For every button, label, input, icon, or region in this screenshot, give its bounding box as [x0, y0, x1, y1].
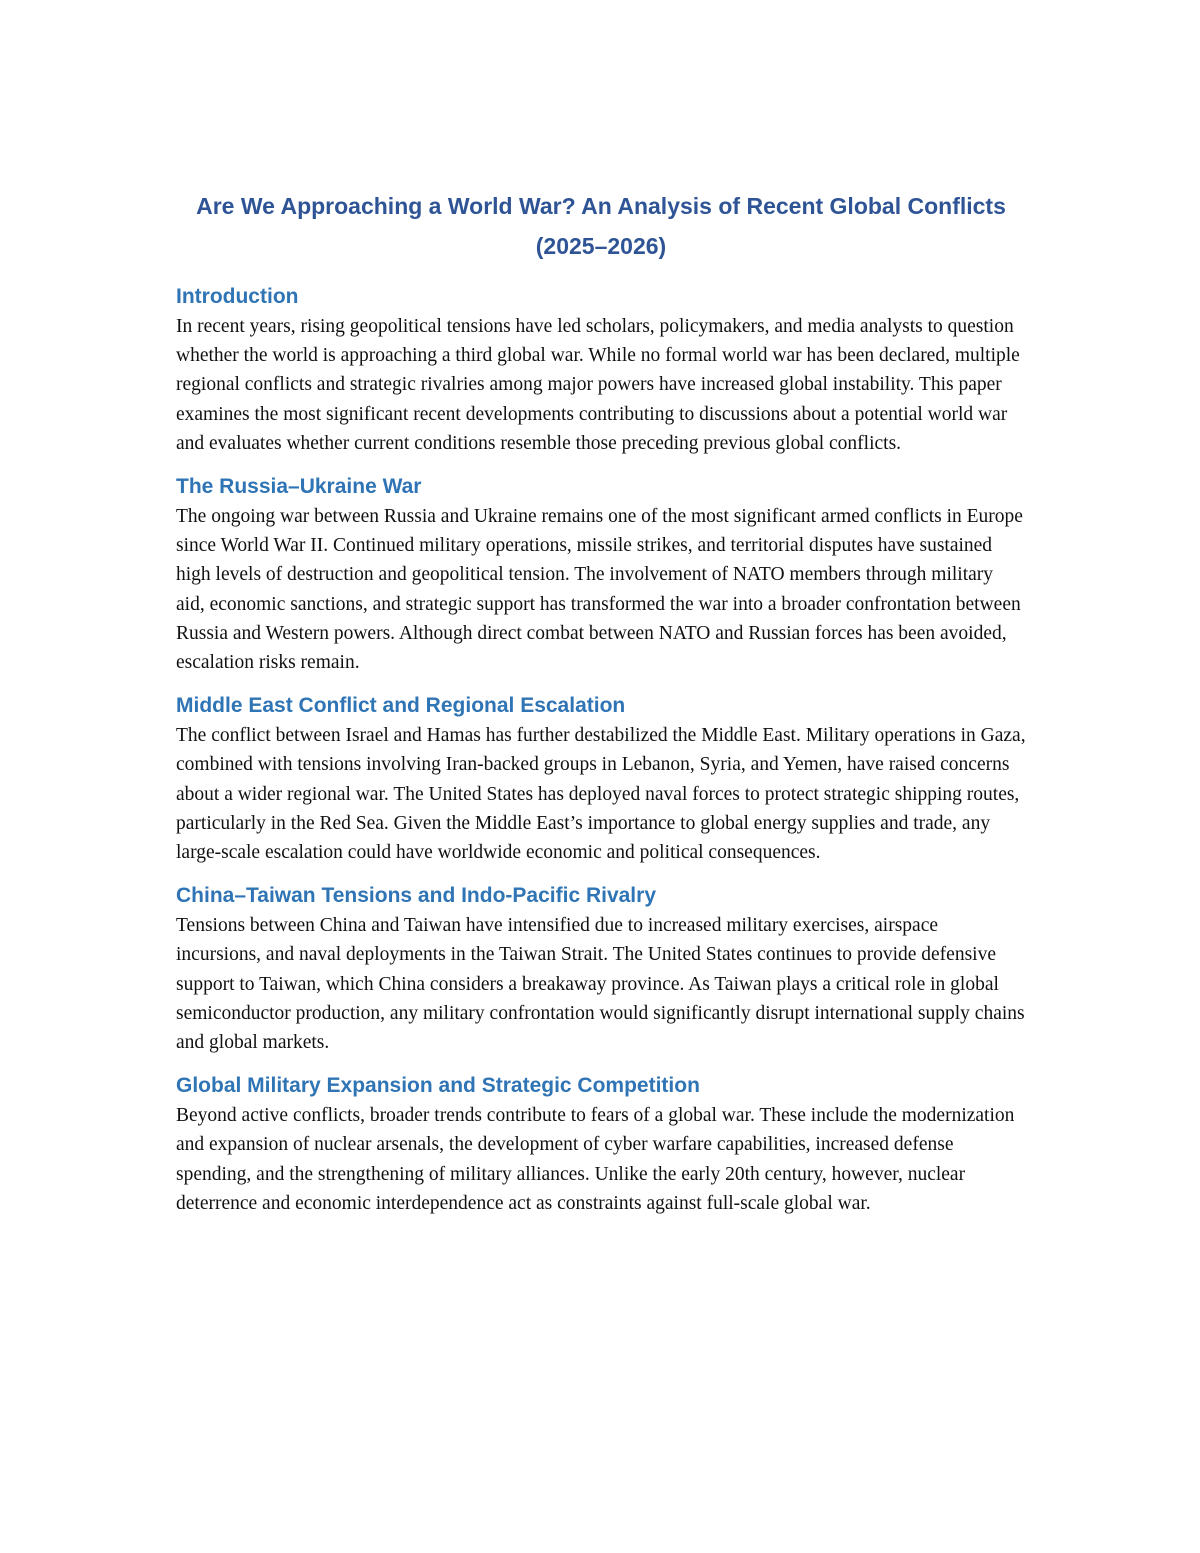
section-body: Tensions between China and Taiwan have intensified due to increased military exercises, airspace incursions, and naval deployments in the Taiwan Strait. The United States continues to provide defensive support to Taiwan, which China considers a breakaway province. As Taiwan plays a critical role in global semiconductor production, any military confrontation would significantly disrupt international supply chains and global markets. — [176, 915, 1025, 1054]
document-title: Are We Approaching a World War? An Analysis of Recent Global Conflicts (2025–2026) — [196, 193, 1006, 259]
section-global-military-expansion — [176, 1071, 1026, 1218]
section-body: The conflict between Israel and Hamas has further destabilized the Middle East. Military operations in Gaza, combined with tensions involving Iran-backed groups in Lebanon, Syria, and Yemen, have raised concerns about a wider regional war. The United States has deployed naval forces to protect strategic shipping routes, particularly in the Red Sea. Given the Middle East’s importance to global energy supplies and trade, any large-scale escalation could have worldwide economic and political consequences. — [176, 725, 1026, 864]
section-heading: Global Military Expansion and Strategic Competition — [176, 1074, 700, 1098]
section-heading: The Russia–Ukraine War — [176, 475, 422, 499]
section-body: The ongoing war between Russia and Ukraine remains one of the most significant armed conflicts in Europe since World War II. Continued military operations, missile strikes, and territorial disputes have sustained high levels of destruction and geopolitical tension. The involvement of NATO members through military aid, economic sanctions, and strategic support has transformed the war into a broader confrontation between Russia and Western powers. Although direct combat between NATO and Russian forces has been avoided, escalation risks remain. — [176, 506, 1023, 674]
section-body: Beyond active conflicts, broader trends contribute to fears of a global war. These include the modernization and expansion of nuclear arsenals, the development of cyber warfare capabilities, increased defense spending, and the strengthening of military alliances. Unlike the early 20th century, however, nuclear deterrence and economic interdependence act as constraints against full-scale global war. — [176, 1105, 1015, 1214]
section-russia-ukraine-war — [176, 472, 1026, 677]
section-china-taiwan-tensions — [176, 881, 1026, 1057]
section-heading: China–Taiwan Tensions and Indo-Pacific Rivalry — [176, 884, 656, 908]
section-introduction — [176, 282, 1026, 458]
section-middle-east-conflict — [176, 691, 1026, 867]
document-content — [176, 186, 1026, 1232]
section-heading: Middle East Conflict and Regional Escalation — [176, 694, 626, 718]
section-body: In recent years, rising geopolitical tensions have led scholars, policymakers, and media analysts to question whether the world is approaching a third global war. While no formal world war has been declared, multiple regional conflicts and strategic rivalries among major powers have increased global instability. This paper examines the most significant recent developments contributing to discussions about a potential world war and evaluates whether current conditions resemble those preceding previous global conflicts. — [176, 316, 1020, 454]
section-heading: Introduction — [176, 285, 299, 308]
